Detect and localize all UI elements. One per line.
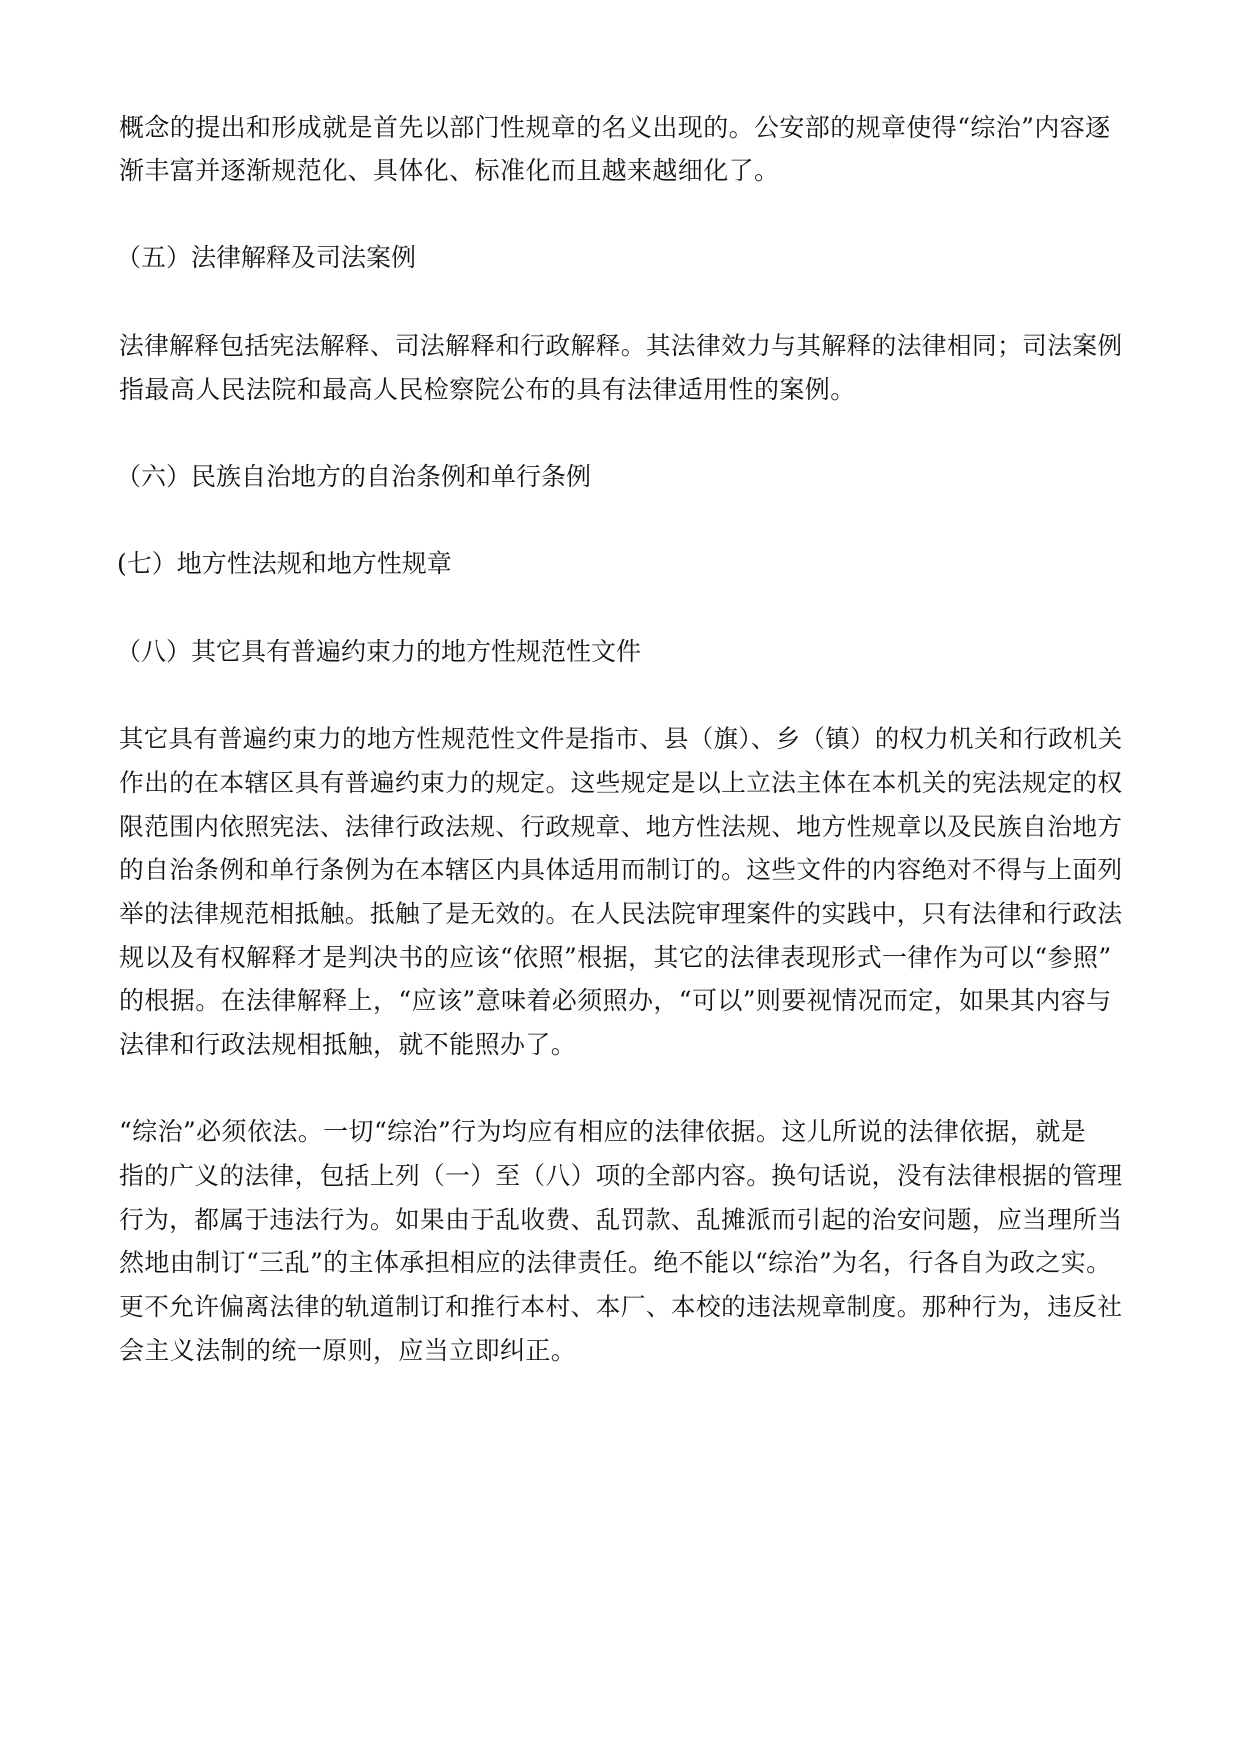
paragraph-line: 指最高人民法院和最高人民检察院公布的具有法律适用性的案例。 <box>119 375 856 404</box>
paragraph-line: 的自治条例和单行条例为在本辖区内具体适用而制订的。这些文件的内容绝对不得与上面列 <box>119 855 1123 884</box>
paragraph-line: “综治”必须依法。一切“综治”行为均应有相应的法律依据。这儿所说的法律依据，就是 <box>119 1117 1087 1146</box>
section-heading-6: （六）民族自治地方的自治条例和单行条例 <box>116 462 592 491</box>
paragraph-line: 然地由制订“三乱”的主体承担相应的法律责任。绝不能以“综治”为名，行各自为政之实。 <box>119 1248 1112 1277</box>
paragraph-line: 的根据。在法律解释上，“应该”意味着必须照办，“可以”则要视情况而定，如果其内容与 <box>119 986 1112 1015</box>
section-heading-7: (七）地方性法规和地方性规章 <box>117 549 452 578</box>
section-heading-8: （八）其它具有普遍约束力的地方性规范性文件 <box>116 637 642 666</box>
paragraph-line: 概念的提出和形成就是首先以部门性规章的名义出现的。公安部的规章使得“综治”内容逐 <box>119 113 1111 142</box>
paragraph-line: 举的法律规范相抵触。抵触了是无效的。在人民法院审理案件的实践中，只有法律和行政法 <box>119 899 1123 928</box>
section-heading-5: （五）法律解释及司法案例 <box>116 243 417 272</box>
paragraph-line: 法律解释包括宪法解释、司法解释和行政解释。其法律效力与其解释的法律相同；司法案例 <box>119 331 1123 360</box>
paragraph-line: 更不允许偏离法律的轨道制订和推行本村、本厂、本校的违法规章制度。那种行为，违反社 <box>119 1292 1123 1321</box>
paragraph-line: 渐丰富并逐渐规范化、具体化、标准化而且越来越细化了。 <box>119 156 780 185</box>
paragraph-line: 其它具有普遍约束力的地方性规范性文件是指市、县（旗）、乡（镇）的权力机关和行政机关 <box>119 724 1123 753</box>
paragraph-line: 作出的在本辖区具有普遍约束力的规定。这些规定是以上立法主体在本机关的宪法规定的权 <box>119 768 1123 797</box>
paragraph-line: 指的广义的法律，包括上列（一）至（八）项的全部内容。换句话说，没有法律根据的管理 <box>119 1161 1123 1190</box>
paragraph-line: 法律和行政法规相抵触，就不能照办了。 <box>119 1030 577 1059</box>
paragraph-line: 会主义法制的统一原则，应当立即纠正。 <box>119 1336 577 1365</box>
paragraph-line: 行为，都属于违法行为。如果由于乱收费、乱罚款、乱摊派而引起的治安问题，应当理所当 <box>119 1205 1123 1234</box>
paragraph-line: 规以及有权解释才是判决书的应该“依照”根据，其它的法律表现形式一律作为可以“参照” <box>119 943 1112 972</box>
paragraph-line: 限范围内依照宪法、法律行政法规、行政规章、地方性法规、地方性规章以及民族自治地方 <box>119 812 1123 841</box>
